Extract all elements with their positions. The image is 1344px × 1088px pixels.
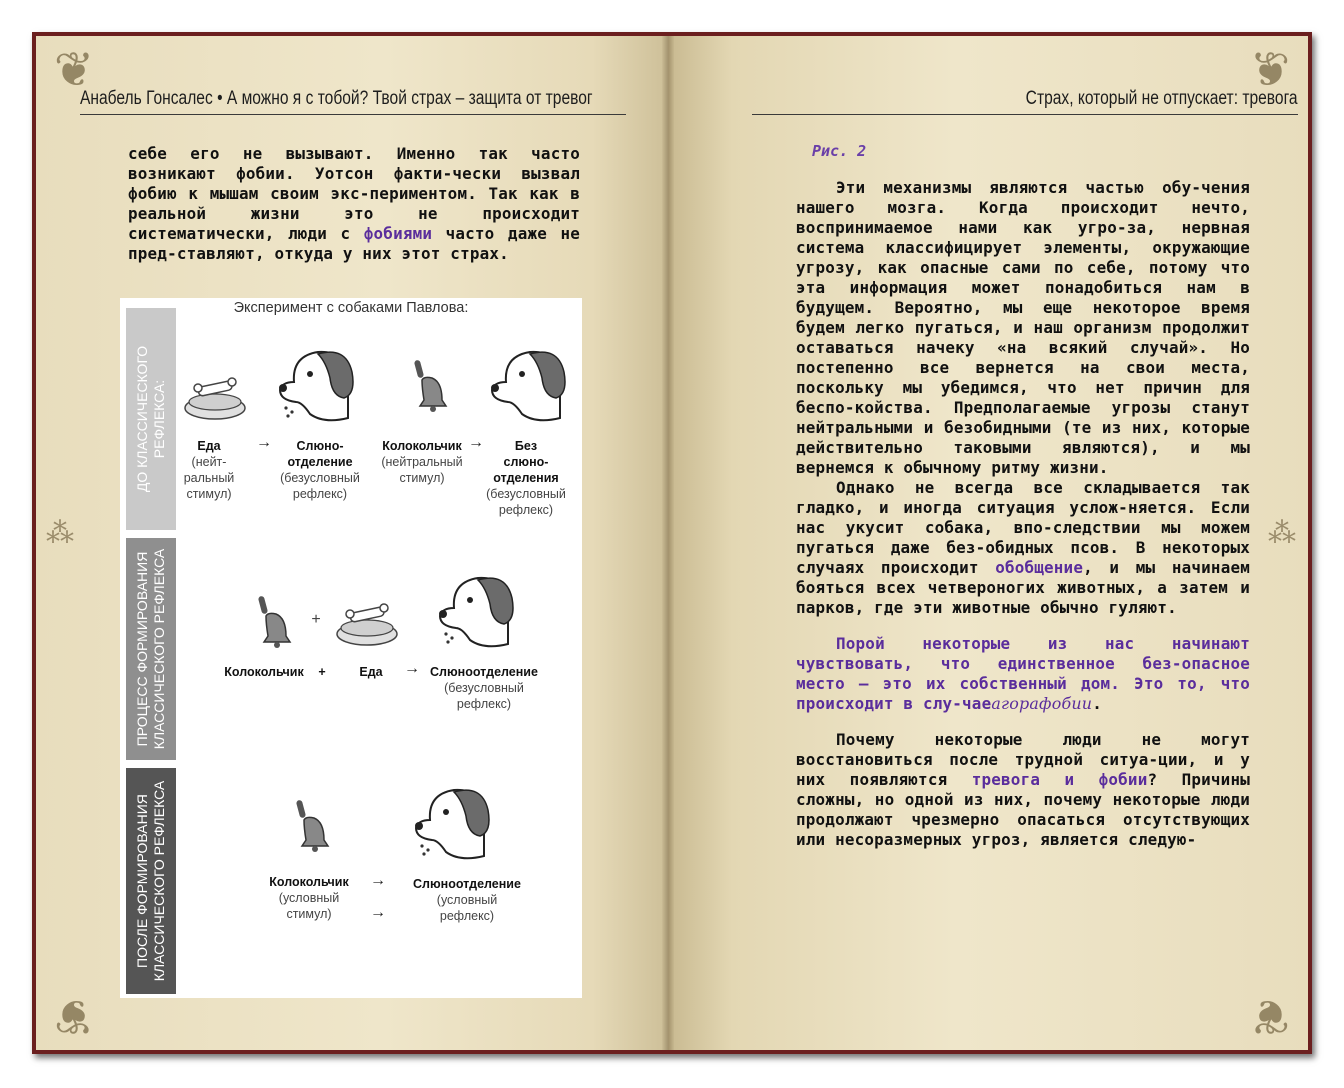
- arrow-icon: →: [404, 660, 420, 677]
- figure-caption: Рис. 2: [812, 142, 867, 160]
- paragraph-2: Однако не всегда все складывается так гладко, и иногда ситуация услож-няется. Если нас укусит собака, впо-следствии мы можем пугаться даже без-обидных псов. В некоторых случаях происходит обобщение, и мы начинаем бояться всех четвероногих животных, а затем и парков, где эти животные обычно гуляют.: [796, 478, 1250, 617]
- band-process: ПРОЦЕСС ФОРМИРОВАНИЯ КЛАССИЧЕСКОГО РЕФЛЕКСА: [126, 538, 176, 760]
- link-agoraphobia[interactable]: агорафобии: [991, 694, 1093, 713]
- caption-no-saliva: Без слюно- отделения (безусловный рефлекс): [486, 439, 566, 517]
- left-page: [36, 36, 668, 1050]
- bell-icon: [410, 358, 452, 414]
- side-ornament-icon: ⁂: [1268, 516, 1296, 549]
- caption-food-process: Еда: [359, 665, 383, 679]
- caption-saliva: Слюно- отделение (безусловный рефлекс): [280, 439, 360, 501]
- link-phobias[interactable]: фобиями: [363, 224, 433, 243]
- dog-salivating-icon: [274, 342, 358, 428]
- food-bowl-icon: [334, 594, 400, 650]
- arrow-icon: →: [370, 872, 386, 889]
- open-book: [32, 32, 1312, 1054]
- figure-title: Эксперимент с собаками Павлова:: [233, 300, 469, 316]
- running-head-left: Анабель Гонсалес • А можно я с тобой? Твой страх – защита от тревог: [80, 84, 626, 115]
- pavlov-figure: [120, 298, 582, 998]
- caption-bell: Колокольчик (нейтральный стимул): [381, 439, 463, 485]
- plus-sign: +: [311, 611, 321, 628]
- arrow-icon: →: [468, 434, 484, 451]
- arrow-icon: →: [256, 434, 272, 451]
- highlight-quote: Порой некоторые из нас начинают чувствовать, что единственное без-опасное место – это их собственный дом. Это то, что происходит в слу-чаеагорафобии.: [796, 634, 1250, 713]
- book-spine: [662, 36, 674, 1050]
- band-after: ПОСЛЕ ФОРМИРОВАНИЯ КЛАССИЧЕСКОГО РЕФЛЕКСА: [126, 768, 176, 994]
- dog-neutral-icon: [486, 342, 570, 428]
- right-text-block: [796, 178, 1250, 850]
- corner-ornament-icon: ❦: [53, 988, 95, 1044]
- caption-saliva-process: Слюноотделение (безусловный рефлекс): [430, 665, 538, 711]
- corner-ornament-icon: ❦: [1249, 42, 1291, 98]
- corner-ornament-icon: ❦: [53, 42, 95, 98]
- food-bowl-icon: [182, 368, 248, 424]
- corner-ornament-icon: ❦: [1249, 988, 1291, 1044]
- dog-salivating-icon: [410, 780, 494, 866]
- paragraph-3: Почему некоторые люди не могут восстановиться после трудной ситуа-ции, и у них появляются тревога и фобии? Причины сложны, но одной из них, почему некоторые люди продолжают чрезмерно опасаться отсутствующих или несоразмерных угроз, является следую-: [796, 730, 1250, 849]
- caption-saliva-after: Слюноотделение (условный рефлекс): [413, 877, 521, 923]
- side-ornament-icon: ⁂: [46, 516, 74, 549]
- running-head-right: Страх, который не отпускает: тревога: [752, 84, 1298, 115]
- link-generalization[interactable]: обобщение: [995, 558, 1084, 577]
- right-page: [668, 36, 1308, 1050]
- left-text-block: себе его не вызывают. Именно так часто возникают фобии. Уотсон факти-чески вызвал фобию к мышам своим экс-периментом. Так как в реальной жизни это не происходит систематически, люди с фобиями часто даже не пред-ставляют, откуда у них этот страх.: [128, 144, 580, 263]
- bell-icon: [254, 594, 296, 650]
- caption-bell-after: Колокольчик (условный стимул): [269, 875, 349, 921]
- dog-salivating-icon: [434, 568, 518, 654]
- plus-sign: +: [318, 665, 326, 679]
- caption-food: Еда (нейт- ральный стимул): [183, 439, 235, 501]
- arrow-icon: →: [370, 904, 386, 921]
- paragraph-1: Эти механизмы являются частью обу-чения нашего мозга. Когда происходит нечто, воспринимаемое нами как угро-за, нервная система классифицирует элементы, окружающие угрозу, как опасные сами по себе, потому что эта информация может понадобиться нам в будущем. Вероятно, мы еще некоторое время будем легко пугаться, и наш организм продолжит оставаться начеку «на всякий случай». Но постепенно все вернется на свои места, поскольку мы убедимся, что нет причин для беспо-койства. Предполагаемые угрозы станут нейтральными и безобидными (те из них, которые действительно таковыми являются), и мы вернемся к обычному ритму жизни.: [796, 178, 1250, 477]
- band-before: ДО КЛАССИЧЕСКОГО РЕФЛЕКСА:: [126, 308, 176, 530]
- link-anxiety-phobias[interactable]: тревога и фобии: [971, 770, 1148, 789]
- bell-icon: [292, 798, 334, 854]
- caption-bell-process: Колокольчик: [224, 665, 304, 679]
